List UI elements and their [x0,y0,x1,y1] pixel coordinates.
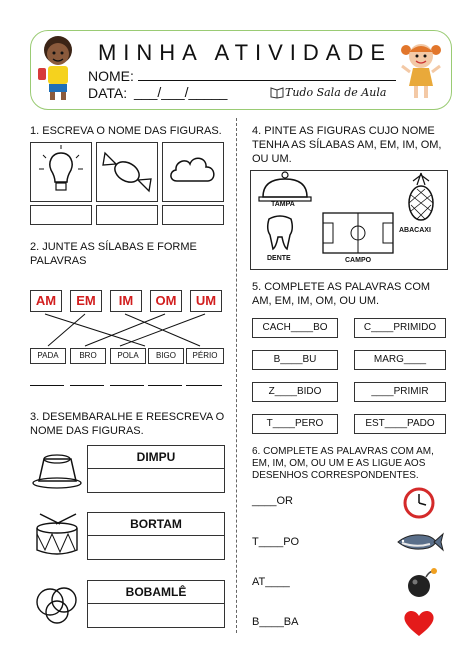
word-box[interactable]: T____PERO [252,414,338,434]
ending-box: PÉRIO [186,348,224,364]
word-box[interactable]: ____PRIMIR [354,382,446,402]
q3-instruction: 3. DESEMBARALHE E REESCREVA O NOME DAS FIGURAS. [30,411,225,437]
ending-box: BIGO [148,348,184,364]
word-box[interactable]: Z____BIDO [252,382,338,402]
q1-answer-2[interactable] [96,205,158,225]
name-field[interactable] [138,80,396,81]
q1-answer-1[interactable] [30,205,92,225]
cloud-icon [163,143,223,201]
bubbles-icon [30,580,85,628]
girl-illustration [398,38,444,102]
q6-word[interactable]: AT____ [252,576,290,588]
q5-instruction: 5. COMPLETE AS PALAVRAS COM AM, EM, IM, OM, OU UM. [252,281,431,307]
connector-lines [30,312,225,348]
drum-icon [30,512,85,560]
q1-answer-3[interactable] [162,205,224,225]
q2-answer-line[interactable] [110,385,144,386]
ending-box: PADA [30,348,66,364]
q1-figure-cloud [162,142,224,202]
syllable-box: EM [70,290,102,312]
q2-answer-line[interactable] [186,385,222,386]
pineapple-icon [403,171,439,225]
q1-instruction: 1. ESCREVA O NOME DAS FIGURAS. [30,125,222,137]
syllable-box: UM [190,290,222,312]
column-divider [236,118,237,633]
word-box[interactable]: MARG____ [354,350,446,370]
q6-word[interactable]: B____BA [252,616,299,628]
q2-answer-line[interactable] [30,385,64,386]
tuna-fish-icon [396,530,444,554]
boy-illustration [36,32,80,102]
book-icon [270,86,284,98]
cloche-icon [257,171,313,205]
q6-word[interactable]: ____OR [252,495,293,507]
syllable-box: OM [150,290,182,312]
q4-figure-panel [250,170,448,270]
q6-word[interactable]: T____PO [252,536,300,548]
scrambled-word: DIMPU [88,446,224,469]
date-field[interactable]: ___/___/_____ [134,84,228,100]
syllable-box: IM [110,290,142,312]
word-box[interactable]: CACH____BO [252,318,338,338]
figure-label: DENTE [267,255,291,262]
page-title: MINHA ATIVIDADE [97,40,393,65]
ending-box: POLA [110,348,146,364]
bomb-icon [404,566,438,600]
figure-label: CAMPO [345,257,372,264]
heart-icon [402,608,436,638]
word-box[interactable]: C____PRIMIDO [354,318,446,338]
q3-card [87,445,225,493]
word-box[interactable]: B____BU [252,350,338,370]
lightbulb-icon [31,143,91,201]
q2-instruction: 2. JUNTE AS SÍLABAS E FORME PALAVRAS [30,241,197,267]
word-box[interactable]: EST____PADO [354,414,446,434]
date-label: DATA: [88,85,128,101]
name-label: NOME: [88,68,134,84]
q3-card [87,512,225,560]
pudding-icon [30,445,85,493]
figure-label: ABACAXI [399,227,431,234]
q4-instruction: 4. PINTE AS FIGURAS CUJO NOME TENHA AS SÍLABAS AM, EM, IM, OM, OU UM. [252,125,442,165]
soccer-field-icon [321,211,395,255]
signature-logo: Tudo Sala de Aula [285,86,387,99]
scrambled-word: BOBAMLÊ [88,581,224,604]
q1-figure-lamp [30,142,92,202]
clock-icon [402,486,436,520]
tooth-icon [265,213,295,251]
candy-icon [97,143,157,201]
scrambled-word: BORTAM [88,513,224,536]
q1-figure-candy [96,142,158,202]
q2-answer-line[interactable] [148,385,182,386]
syllable-box: AM [30,290,62,312]
q3-card [87,580,225,628]
q6-instruction: 6. COMPLETE AS PALAVRAS COM AM, EM, IM, OM, OU UM E AS LIGUE AOS DESENHOS CORRESPONDENTES. [252,446,434,481]
ending-box: BRO [70,348,106,364]
q2-answer-line[interactable] [70,385,104,386]
figure-label: TAMPA [271,201,295,208]
